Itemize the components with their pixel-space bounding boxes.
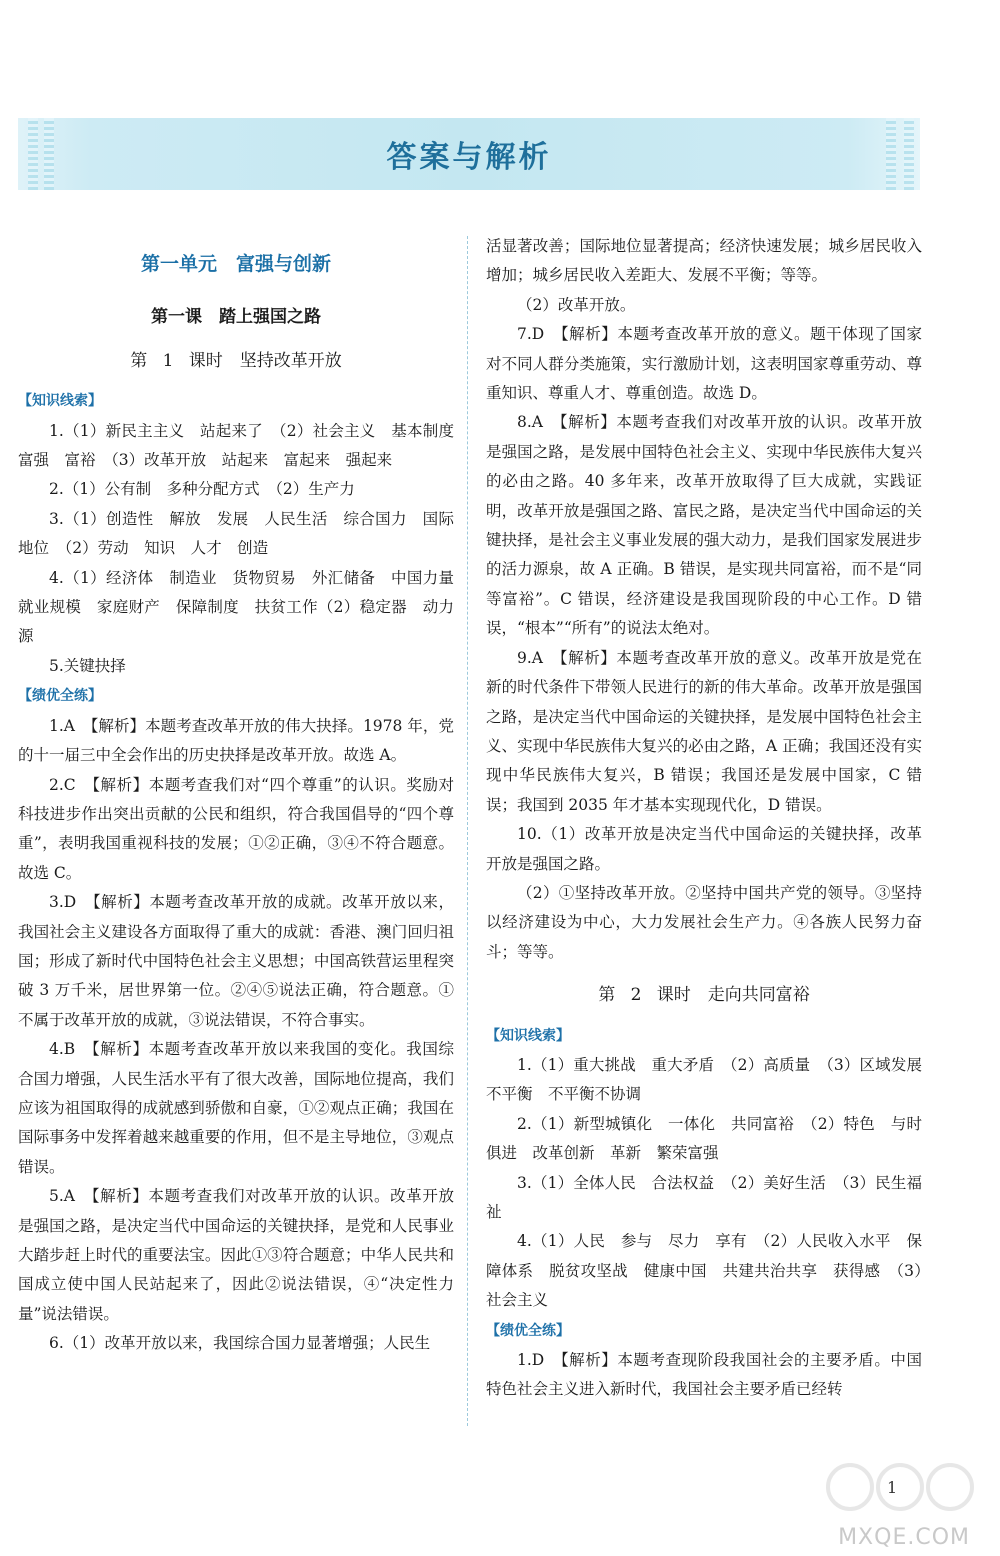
answer-item: 2.C 【解析】本题考查我们对“四个尊重”的认识。奖励对科技进步作出突出贡献的公民和组织，符合我国倡导的“四个尊重”，表明我国重视科技的发展；①②正确，③④不符合题意。故选 C。 [18, 775, 454, 882]
section-tag-knowledge: 【知识线索】 [486, 1027, 570, 1044]
answer-item: （2）①坚持改革开放。②坚持中国共产党的领导。③坚持以经济建设为中心，大力发展社会生产力。④各族人民努力奋斗；等等。 [486, 883, 922, 961]
period-title: 第 2 课时 走向共同富裕 [598, 985, 810, 1006]
answer-item: 9.A 【解析】本题考查改革开放的意义。改革开放是党在新的时代条件下带领人民进行的新的伟大革命。改革开放是强国之路，是决定当代中国命运的关键抉择，是发展中国特色社会主义、实现中华民族伟大复兴的必由之路，A 正确；我国还没有实现中华民族伟大复兴，B 错误；我国还是发展中国家，C 错误；我国到 2035 年才基本实现现代化，D 错误。 [486, 648, 922, 814]
answer-item: 活显著改善；国际地位显著提高；经济快速发展；城乡居民收入增加；城乡居民收入差距大、发展不平衡；等等。 [486, 237, 922, 285]
answer-item: 8.A 【解析】本题考查我们对改革开放的认识。改革开放是强国之路，是发展中国特色社会主义、实现中华民族伟大复兴的必由之路。40 多年来，改革开放取得了巨大成就，实践证明，改革开放是强国之路、富民之路，是决定当代中国命运的关键抉择，是社会主义事业发展的强大动力，是我们国家发展进步的活力源泉，故 A 正确。B 错误，是实现共同富裕，而不是“同等富裕”。C 错误，经济建设是我国现阶段的中心工作。D 错误，“根本”“所有”的说法太绝对。 [486, 413, 922, 638]
answer-item: 5.A 【解析】本题考查我们对改革开放的认识。改革开放是强国之路，是决定当代中国命运的关键抉择，是党和人民事业大踏步赶上时代的重要法宝。因此①③符合题意；中华人民共和国成立使中国人民站起来了，因此②说法错误，④“决定性力量”说法错误。 [18, 1187, 454, 1323]
answer-item: 3.（1）创造性 解放 发展 人民生活 综合国力 国际地位 （2）劳动 知识 人才 创造 [18, 509, 454, 558]
page-title: 答案与解析 [386, 140, 552, 175]
answer-item: 1.（1）新民主主义 站起来了 （2）社会主义 基本制度 富强 富裕 （3）改革开放 站起来 富起来 强起来 [18, 421, 470, 470]
answer-item: 4.（1）人民 参与 尽力 享有 （2）人民收入水平 保障体系 脱贫攻坚战 健康中国 共建共治共享 获得感 （3）社会主义 [486, 1232, 922, 1310]
watermark-text: MXQE.COM [838, 1525, 970, 1550]
answer-item: 10.（1）改革开放是决定当代中国命运的关键抉择，改革开放是强国之路。 [486, 825, 922, 873]
answer-item: 3.D 【解析】本题考查改革开放的成就。改革开放以来，我国社会主义建设各方面取得了重大的成就：香港、澳门回归祖国；形成了新时代中国特色社会主义思想；中国高铁营运里程突破 3 万千米，居世界第一位。②④⑤说法正确，符合题意。①不属于改革开放的成就，③说法错误，不符合事实。 [18, 893, 454, 1029]
answer-item: 7.D 【解析】本题考查改革开放的意义。题干体现了国家对不同人群分类施策，实行激励计划，这表明国家尊重劳动、尊重知识、尊重人才、尊重创造。故选 D。 [486, 325, 922, 403]
answer-item: 4.B 【解析】本题考查改革开放以来我国的变化。我国综合国力增强，人民生活水平有了很大改善，国际地位提高，我们应该为祖国取得的成就感到骄傲和自豪，①②观点正确；我国在国际事务中发挥着越来越重要的作用，但不是主导地位，③观点错误。 [18, 1040, 454, 1176]
answer-item: 1.（1）重大挑战 重大矛盾 （2）高质量 （3）区域发展不平衡 不平衡不协调 [486, 1055, 922, 1104]
column-divider [467, 236, 468, 1426]
answer-item: 3.（1）全体人民 合法权益 （2）美好生活 （3）民生福祉 [486, 1173, 922, 1221]
answer-item: 5.关键抉择 [49, 656, 126, 675]
right-column [486, 232, 922, 1405]
page-number: 1 [887, 1478, 898, 1497]
answer-item: 2.（1）新型城镇化 一体化 共同富裕 （2）特色 与时俱进 改革创新 革新 繁荣富强 [486, 1114, 922, 1163]
answer-item: 1.A 【解析】本题考查改革开放的伟大抉择。1978 年，党的十一届三中全会作出的历史抉择是改革开放。故选 A。 [18, 716, 454, 765]
answer-item: 2.（1）公有制 多种分配方式 （2）生产力 [49, 480, 355, 499]
section-tag-practice: 【绩优全练】 [486, 1322, 570, 1339]
unit-title: 第一单元 富强与创新 [140, 253, 331, 275]
section-tag-practice: 【绩优全练】 [18, 688, 102, 705]
period-title: 第 1 课时 坚持改革开放 [130, 350, 342, 371]
answer-item: 4.（1）经济体 制造业 货物贸易 外汇储备 中国力量 就业规模 家庭财产 保障制度 扶贫工作（2）稳定器 动力源 [18, 568, 470, 646]
lesson-title: 第一课 踏上强国之路 [151, 307, 321, 328]
answer-item: 1.D 【解析】本题考查现阶段我国社会的主要矛盾。中国特色社会主义进入新时代，我国社会主要矛盾已经转 [486, 1351, 922, 1399]
left-column [18, 232, 470, 1359]
title-banner [18, 118, 920, 190]
answer-item: 6.（1）改革开放以来，我国综合国力显著增强；人民生 [49, 1334, 431, 1353]
answer-item: （2）改革开放。 [517, 295, 636, 314]
watermark-logo-icon [820, 1452, 980, 1522]
section-tag-knowledge: 【知识线索】 [18, 393, 102, 410]
